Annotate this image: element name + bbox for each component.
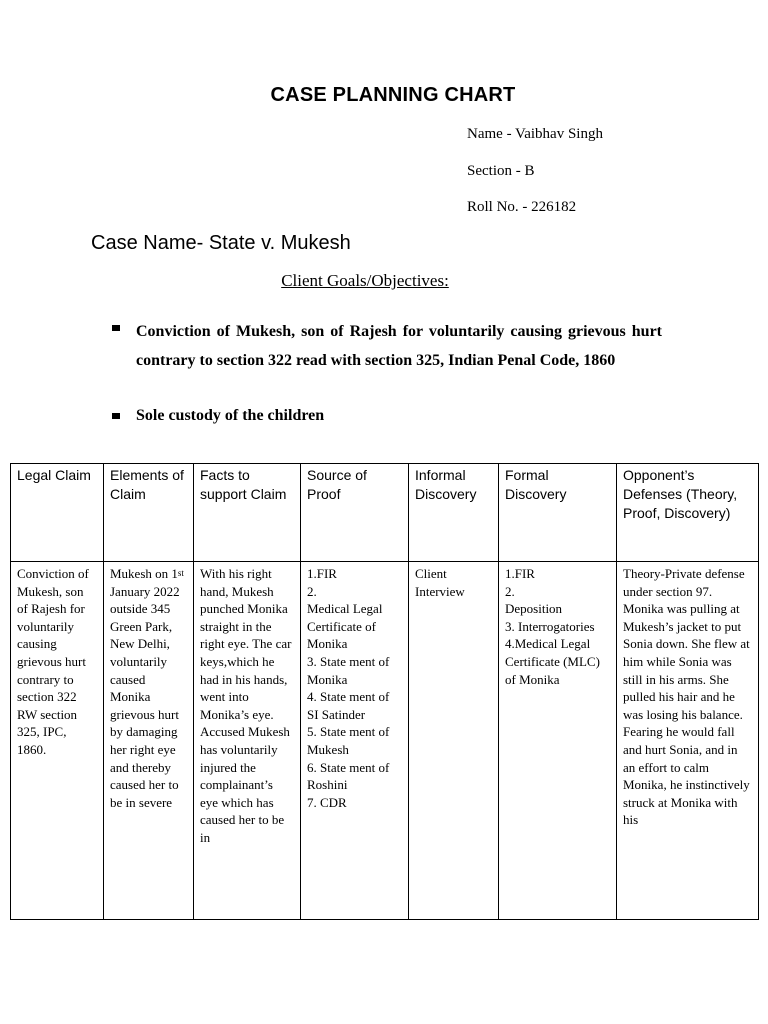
legal-claim-text: Conviction of Mukesh, son of Rajesh for voluntarily causing grievous hurt contrary to section 322 RW section 325, IPC, 1860.: [17, 566, 89, 757]
student-section: Section - B: [467, 163, 535, 179]
table-row: [11, 562, 759, 920]
cell-source-of-proof: [301, 562, 409, 920]
ordinal-suffix: st: [177, 568, 184, 578]
header-elements-of-claim: Elements of Claim: [104, 464, 194, 562]
header-facts: Facts to support Claim: [194, 464, 301, 562]
goals-heading: Client Goals/Objectives:: [281, 271, 449, 290]
student-name: Name - Vaibhav Singh: [467, 126, 603, 142]
student-roll-number: Roll No. - 226182: [467, 199, 577, 215]
facts-text: With his right hand, Mukesh punched Monika straight in the right eye. The car keys,which he had in his hands, went into Monika’s eye. Accused Mukesh has voluntarily injured the complainant’s eye which has caused her to be in: [200, 566, 292, 845]
formal-discovery-text: 1.FIR 2. Deposition 3. Interrogatories 4.Medical Legal Certificate (MLC) of Monika: [505, 566, 600, 687]
header-source-of-proof: Source of Proof: [301, 464, 409, 562]
defenses-text: Theory-Private defense under section 97. Monika was pulling at Mukesh’s jacket to put Sonia down. She flew at him while Sonia was still in his arms. She pulled his hair and he was losing his balance. Fearing he would fall and hurt Sonia, and in an effort to calm Monika, he instinctively struck at Monika with his: [623, 566, 750, 828]
goal-item: Conviction of Mukesh, son of Rajesh for voluntarily causing grievous hurt contrary to section 322 read with section 325, Indian Penal Code, 1860: [136, 323, 662, 369]
cell-formal-discovery: [499, 562, 617, 920]
cell-elements-of-claim: [104, 562, 194, 920]
table-header-row: [11, 464, 759, 562]
elements-text: [110, 565, 187, 917]
case-name: Case Name- State v. Mukesh: [91, 232, 351, 254]
cell-opponent-defenses: [617, 562, 759, 920]
header-informal-discovery: Informal Discovery: [409, 464, 499, 562]
cell-legal-claim: [11, 562, 104, 920]
cell-informal-discovery: [409, 562, 499, 920]
bullet-icon: [112, 325, 120, 331]
header-legal-claim: Legal Claim: [11, 464, 104, 562]
case-planning-table: [10, 463, 759, 920]
header-opponent-defenses: Opponent’s Defenses (Theory, Proof, Discovery): [617, 464, 759, 562]
source-of-proof-text: 1.FIR 2. Medical Legal Certificate of Monika 3. State ment of Monika 4. State ment of SI Satinder 5. State ment of Mukesh 6. State ment of Roshini 7. CDR: [307, 566, 390, 810]
informal-discovery-text: Client Interview: [415, 566, 465, 599]
header-formal-discovery: Formal Discovery: [499, 464, 617, 562]
goal-item: Sole custody of the children: [136, 407, 325, 424]
document-title: CASE PLANNING CHART: [270, 84, 516, 106]
bullet-icon: [112, 413, 120, 419]
elements-text-rest: January 2022 outside 345 Green Park, New Delhi, voluntarily caused Monika grievous hurt by damaging her right eye and thereby caused her to be in severe: [110, 583, 180, 810]
elements-text-start: Mukesh on 1: [110, 566, 178, 581]
cell-facts: [194, 562, 301, 920]
